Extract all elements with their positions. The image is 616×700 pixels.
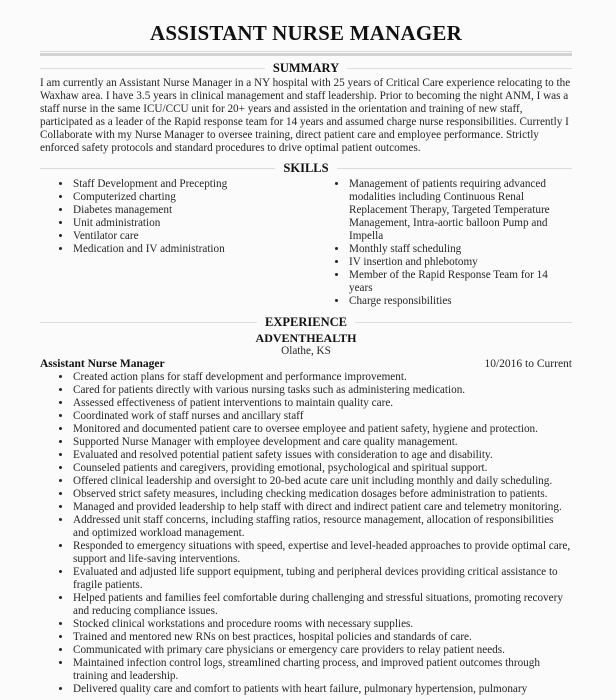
skills-column-right [308, 178, 572, 308]
experience-heading [40, 314, 572, 330]
duty-item: • Evaluated and resolved potential patient safety issues with consideration to age and disability. [72, 449, 572, 462]
skill-item: • Management of patients requiring advanced modalities including Continuous Renal Replacement Therapy, Targeted Temperature Management, Intra-aortic balloon Pump and Impella [348, 178, 572, 243]
job-dates: 10/2016 to Current [484, 358, 572, 370]
skill-item: • Member of the Rapid Response Team for 14 years [348, 269, 572, 295]
duty-item: • Supported Nurse Manager with employee development and care quality management. [72, 436, 572, 449]
job-entry [40, 331, 572, 696]
summary-heading [40, 60, 572, 76]
skills-heading [40, 160, 572, 176]
job-duties [40, 371, 572, 696]
job-title: Assistant Nurse Manager [40, 358, 165, 370]
divider-line [40, 322, 257, 323]
skill-item: • Medication and IV administration [72, 243, 308, 256]
divider-line [40, 168, 275, 169]
divider-line [337, 168, 572, 169]
duty-item: • Addressed unit staff concerns, including staffing ratios, resource management, allocation of responsibilities and optimized workload management. [72, 514, 572, 540]
divider-line [355, 322, 572, 323]
duty-item: • Evaluated and adjusted life support equipment, tubing and peripheral devices providing critical assistance to fragile patients. [72, 566, 572, 592]
duty-item: • Observed strict safety measures, including checking medication dosages before administration to patients. [72, 488, 572, 501]
job-header [40, 358, 572, 371]
skill-item: • Diabetes management [72, 204, 308, 217]
duty-item: • Stocked clinical workstations and procedure rooms with necessary supplies. [72, 618, 572, 631]
resume-title: ASSISTANT NURSE MANAGER [150, 21, 462, 45]
company-name: ADVENTHEALTH [255, 331, 357, 345]
divider-line [347, 68, 572, 69]
duty-item: • Communicated with primary care physicians or emergency care providers to relay patient needs. [72, 644, 572, 657]
duty-item: • Helped patients and families feel comfortable during challenging and stressful situations, promoting recovery and reducing compliance issues. [72, 592, 572, 618]
section-label: SUMMARY [272, 61, 340, 75]
skill-item: • Staff Development and Precepting [72, 178, 308, 191]
skill-item: • Ventilator care [72, 230, 308, 243]
duty-item: • Assessed effectiveness of patient interventions to maintain quality care. [72, 397, 572, 410]
duty-item: • Responded to emergency situations with speed, expertise and level-headed approaches to provide optimal care, support and life-saving interventions. [72, 540, 572, 566]
duty-item: • Trained and mentored new RNs on best practices, hospital policies and standards of care. [72, 631, 572, 644]
skill-item: • Charge responsibilities [348, 295, 572, 308]
duty-item: • Coordinated work of staff nurses and ancillary staff [72, 410, 572, 423]
skill-item: • Computerized charting [72, 191, 308, 204]
duty-item: • Managed and provided leadership to help staff with direct and indirect patient care and telemetry monitoring. [72, 501, 572, 514]
duty-item: • Cared for patients directly with various nursing tasks such as administering medication. [72, 384, 572, 397]
section-label: SKILLS [283, 161, 329, 175]
duty-item: • Offered clinical leadership and oversight to 20-bed acute care unit including monthly and daily scheduling. [72, 475, 572, 488]
company-location: Olathe, KS [281, 345, 331, 357]
skill-item: • Monthly staff scheduling [348, 243, 572, 256]
skill-item: • IV insertion and phlebotomy [348, 256, 572, 269]
skills-list [40, 178, 572, 308]
title-divider [40, 49, 572, 55]
skills-column-left [40, 178, 308, 308]
summary-text: I am currently an Assistant Nurse Manager in a NY hospital with 25 years of Critical Care experience relocating to the Waxhaw area. I have 3.5 years in clinical management and staff leadership. Prior to becoming the night ANM, I was a staff nurse in the same ICU/CCU unit for 20+ years and assisted in the orientation and training of new staff, participated as a leader of the Rapid response team for 14 years and assumed charge nurse responsibilities. Currently I Collaborate with my Nurse Manager to oversee training, direct patient care and employee performance. Strictly enforced safety protocols and standard procedures to drive optimal patient outcomes. [40, 77, 571, 154]
skill-item: • Unit administration [72, 217, 308, 230]
duty-item: • Monitored and documented patient care to oversee employee and patient safety, hygiene and protection. [72, 423, 572, 436]
duty-item: • Maintained infection control logs, streamlined charting process, and improved patient outcomes through training and leadership. [72, 657, 572, 683]
divider-line [40, 68, 265, 69]
duty-item: • Counseled patients and caregivers, providing emotional, psychological and spiritual support. [72, 462, 572, 475]
duty-item: • Delivered quality care and comfort to patients with heart failure, pulmonary hypertension, pulmonary [72, 683, 572, 696]
duty-item: • Created action plans for staff development and performance improvement. [72, 371, 572, 384]
section-label: EXPERIENCE [265, 315, 347, 329]
